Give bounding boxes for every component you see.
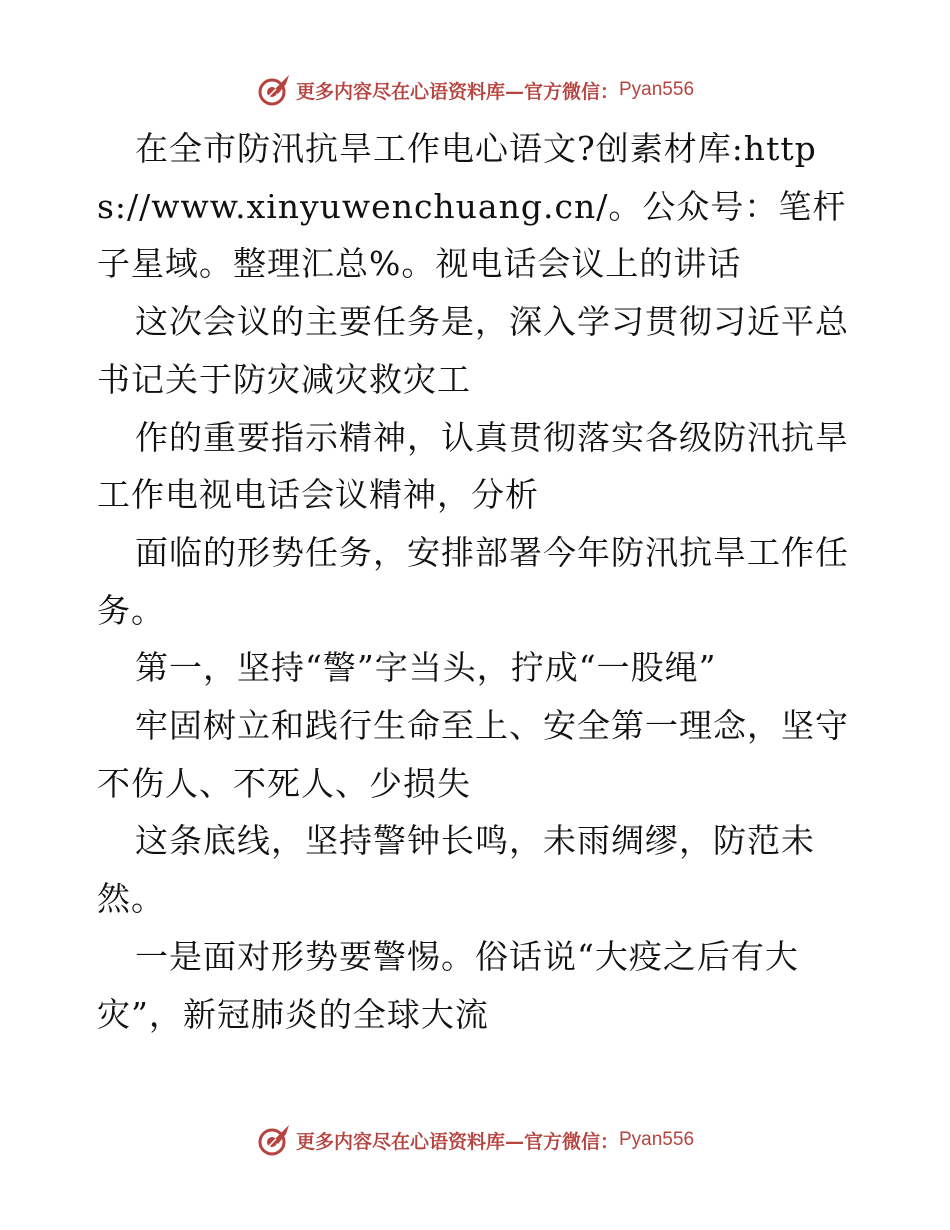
paragraph-8: 一是面对形势要警惕。俗话说“大疫之后有大灾”，新冠肺炎的全球大流 [97, 936, 799, 1034]
banner-text: 更多内容尽在心语资料库—官方微信： [295, 1130, 619, 1153]
document-body [97, 120, 857, 1043]
quill-logo-icon [256, 72, 292, 108]
footer-banner [0, 1120, 950, 1160]
paragraph-5: 第一，坚持“警”字当头，拧成“一股绳” [135, 648, 717, 688]
header-banner [0, 70, 950, 110]
wechat-id: Pyan556 [619, 79, 695, 100]
paragraph-6: 牢固树立和践行生命至上、安全第一理念，坚守不伤人、不死人、少损失 [97, 706, 849, 803]
banner-text: 更多内容尽在心语资料库—官方微信： [295, 80, 619, 103]
paragraph-7: 这条底线，坚持警钟长鸣，未雨绸缪，防范未然。 [97, 821, 815, 919]
paragraph-3: 作的重要指示精神，认真贯彻落实各级防汛抗旱工作电视电话会议精神，分析 [97, 417, 849, 515]
paragraph-2: 这次会议的主要任务是，深入学习贯彻习近平总书记关于防灾减灾救灾工 [97, 302, 849, 399]
wechat-id: Pyan556 [619, 1129, 695, 1150]
paragraph-4: 面临的形势任务，安排部署今年防汛抗旱工作任务。 [97, 532, 849, 630]
quill-logo-icon [256, 1122, 292, 1158]
paragraph-1: 在全市防汛抗旱工作电心语文?创素材库:https://www.xinyuwenchuang.cn/。公众号：笔杆子星域。整理汇总%。视电话会议上的讲话 [97, 129, 847, 284]
